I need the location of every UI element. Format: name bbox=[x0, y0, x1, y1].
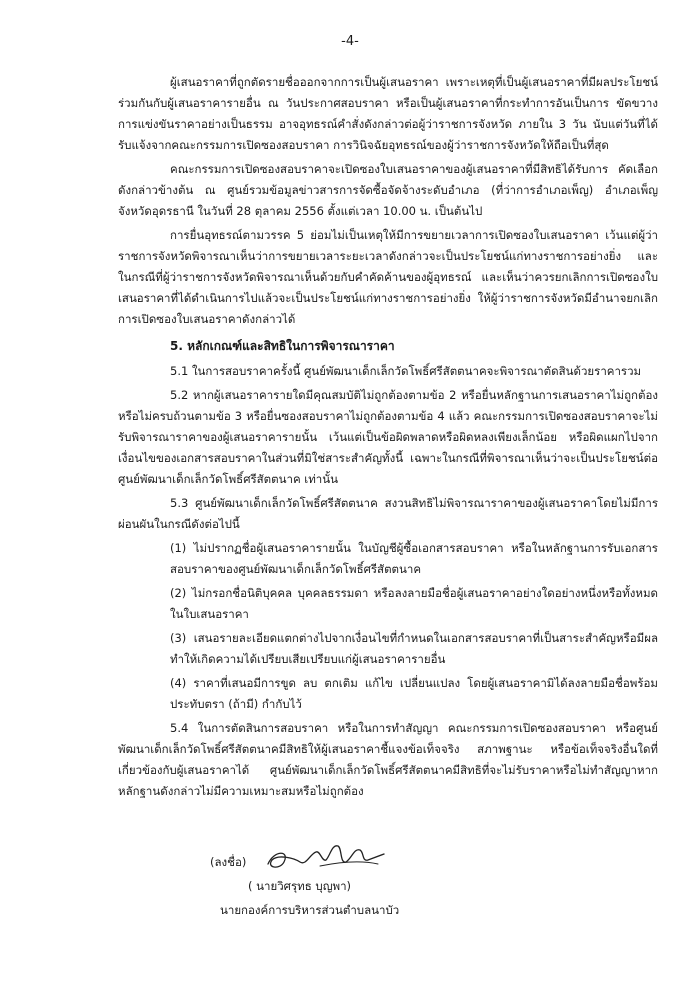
signatory-title: นายกองค์การบริหารส่วนตำบลนาบัว bbox=[220, 903, 400, 917]
clause-5-2: 5.2 หากผู้เสนอราคารายใดมีคุณสมบัติไม่ถูกต้องตามข้อ 2 หรือยื่นหลักฐานการเสนอราคาไม่ถูกต้องหรือไม่ครบถ้วนตามข้อ 3 หรือยื่นซองสอบราคาไม่ถูกต้องตามข้อ 4 แล้ว คณะกรรมการเปิดซองสอบราคาจะไม่รับพิจารณาราคาของผู้เสนอราคารายนั้น เว้นแต่เป็นข้อผิดพลาดหรือผิดหลงเพียงเล็กน้อย หรือผิดแผกไปจากเงื่อนไขของเอกสารสอบราคาในส่วนที่มิใช่สาระสำคัญทั้งนี้ เฉพาะในกรณีที่พิจารณาเห็นว่าจะเป็นประโยชน์ต่อศูนย์พัฒนาเด็กเล็กวัดโพธิ์ศรีสัตตนาค เท่านั้น bbox=[118, 388, 658, 486]
paragraph-bid-opening: คณะกรรมการเปิดซองสอบราคาจะเปิดซองใบเสนอราคาของผู้เสนอราคาที่มีสิทธิได้รับการ คัดเลือกดังกล่าวข้างต้น ณ ศูนย์รวมข้อมูลข่าวสารการจัดซื้อจัดจ้างระดับอำเภอ (ที่ว่าการอำเภอเพ็ญ) อำเภอเพ็ญ จังหวัดอุดรธานี ในวันที่ 28 ตุลาคม 2556 ตั้งแต่เวลา 10.00 น. เป็นต้นไป bbox=[118, 162, 658, 218]
signature-label: (ลงชื่อ) bbox=[210, 855, 247, 869]
clause-5-1: 5.1 ในการสอบราคาครั้งนี้ ศูนย์พัฒนาเด็กเล็กวัดโพธิ์ศรีสัตตนาคจะพิจารณาตัดสินด้วยราคารวม bbox=[170, 364, 642, 378]
clause-5-3: 5.3 ศูนย์พัฒนาเด็กเล็กวัดโพธิ์ศรีสัตตนาค สงวนสิทธิไม่พิจารณาราคาของผู้เสนอราคาโดยไม่มีการผ่อนผันในกรณีดังต่อไปนี้ bbox=[118, 496, 658, 531]
signature-block bbox=[210, 850, 510, 922]
list-item: (1) ไม่ปรากฏชื่อผู้เสนอราคารายนั้น ในบัญชีผู้ซื้อเอกสารสอบราคา หรือในหลักฐานการรับเอกสารสอบราคาของศูนย์พัฒนาเด็กเล็กวัดโพธิ์ศรีสัตตนาค bbox=[170, 541, 658, 576]
paragraph-appeal-eligibility: ผู้เสนอราคาที่ถูกตัดรายชื่อออกจากการเป็นผู้เสนอราคา เพราะเหตุที่เป็นผู้เสนอราคาที่มีผลประโยชน์ร่วมกันกับผู้เสนอราคารายอื่น ณ วันประกาศสอบราคา หรือเป็นผู้เสนอราคาที่กระทำการอันเป็นการ ขัดขวางการแข่งขันราคาอย่างเป็นธรรม อาจอุทธรณ์คำสั่งดังกล่าวต่อผู้ว่าราชการจังหวัด ภายใน 3 วัน นับแต่วันที่ได้รับแจ้งจากคณะกรรมการเปิดซองสอบราคา การวินิจฉัยอุทธรณ์ของผู้ว่าราชการจังหวัดให้ถือเป็นที่สุด bbox=[118, 75, 658, 152]
handwritten-signature bbox=[260, 840, 390, 874]
document-body bbox=[118, 72, 658, 805]
list-item: (4) ราคาที่เสนอมีการขูด ลบ ตกเติม แก้ไข เปลี่ยนแปลง โดยผู้เสนอราคามิได้ลงลายมือชื่อพร้อมประทับตรา (ถ้ามี) กำกับไว้ bbox=[170, 676, 658, 711]
clause-5-4: 5.4 ในการตัดสินการสอบราคา หรือในการทำสัญญา คณะกรรมการเปิดซองสอบราคา หรือศูนย์พัฒนาเด็กเล็กวัดโพธิ์ศรีสัตตนาคมีสิทธิให้ผู้เสนอราคาชี้แจงข้อเท็จจริง สภาพฐานะ หรือข้อเท็จจริงอื่นใดที่เกี่ยวข้องกับผู้เสนอราคาได้ ศูนย์พัฒนาเด็กเล็กวัดโพธิ์ศรีสัตตนาคมีสิทธิที่จะไม่รับราคาหรือไม่ทำสัญญาหากหลักฐานดังกล่าวไม่มีความเหมาะสมหรือไม่ถูกต้อง bbox=[118, 721, 658, 798]
list-item: (3) เสนอรายละเอียดแตกต่างไปจากเงื่อนไขที่กำหนดในเอกสารสอบราคาที่เป็นสาระสำคัญหรือมีผลทำให้เกิดความได้เปรียบเสียเปรียบแก่ผู้เสนอราคารายอื่น bbox=[170, 631, 658, 666]
paragraph-appeal-extension: การยื่นอุทธรณ์ตามวรรค 5 ย่อมไม่เป็นเหตุให้มีการขยายเวลาการเปิดซองใบเสนอราคา เว้นแต่ผู้ว่าราชการจังหวัดพิจารณาเห็นว่าการขยายเวลาระยะเวลาดังกล่าวจะเป็นประโยชน์แก่ทางราชการอย่างยิ่ง และในกรณีที่ผู้ว่าราชการจังหวัดพิจารณาเห็นด้วยกับคำคัดค้านของผู้อุทธรณ์ และเห็นว่าควรยกเลิกการเปิดซองใบเสนอราคาที่ได้ดำเนินการไปแล้วจะเป็นประโยชน์แก่ทางราชการอย่างยิ่ง ให้ผู้ว่าราชการจังหวัดมีอำนาจยกเลิกการเปิดซองใบเสนอราคาดังกล่าวได้ bbox=[118, 228, 658, 326]
list-item: (2) ไม่กรอกชื่อนิติบุคคล บุคคลธรรมดา หรือลงลายมือชื่อผู้เสนอราคาอย่างใดอย่างหนึ่งหรือทั้งหมดในใบเสนอราคา bbox=[170, 586, 658, 621]
section-5-heading: 5. หลักเกณฑ์และสิทธิในการพิจารณาราคา bbox=[170, 339, 395, 353]
signatory-name: ( นายวิศรุทธ บุญพา) bbox=[248, 879, 352, 893]
page-number: -4- bbox=[341, 34, 359, 49]
